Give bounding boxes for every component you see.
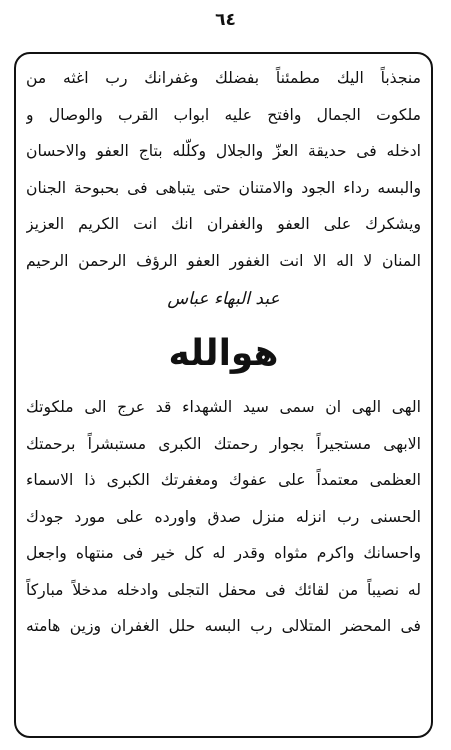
prayer-two-line-3: العظمى معتمداً على عفوك ومغفرتك الكبرى ذا الاسماء <box>26 471 421 489</box>
section-heading: هوالله <box>168 333 279 374</box>
prayer-two-line-5: واحسانك واكرم مثواه وقدر له كل خير فى منتهاه واجعل <box>26 544 421 562</box>
prayer-one-line-6: المنان لا اله الا انت الغفور العفو الرؤف الرحمن الرحيم <box>26 251 421 270</box>
prayer-two-line-1: الهى الهى ان سمى سيد الشهداء قد عرج الى ملكوتك <box>26 398 421 416</box>
signature: عبد البهاء عباس <box>167 289 280 309</box>
prayer-one-line-4: والبسه رداء الجود والامتنان حتى يتباهى فى بحبوحة الجنان <box>26 178 421 197</box>
prayer-two-line-7: فى المحضر المتلالى رب البسه حلل الغفران وزين هامته <box>26 617 421 635</box>
prayer-two-line-6: له نصيباً من لقائك فى محفل التجلى وادخله مدخلاً مباركاً <box>26 580 421 599</box>
page-number: ٦٤ <box>215 10 236 30</box>
prayer-two-line-2: الابهى مستجيراً بجوار رحمتك الكبرى مستبشراً برحمتك <box>26 434 421 453</box>
text-frame <box>14 52 433 738</box>
prayer-two-line-4: الحسنى رب انزله منزل صدق واورده على مورد جودك <box>26 507 421 526</box>
prayer-one-line-5: ويشكرك على العفو والغفران انك انت الكريم العزيز <box>26 215 421 233</box>
prayer-one-line-3: ادخله فى حديقة العزّ والجلال وكلّله بتاج العفو والاحسان <box>26 142 421 160</box>
prayer-one-line-2: ملكوت الجمال وافتح عليه ابواب القرب والوصال و <box>26 105 421 124</box>
prayer-one-line-1: منجذباً اليك مطمئناً بفضلك وغفرانك رب اغثه من <box>26 69 421 87</box>
